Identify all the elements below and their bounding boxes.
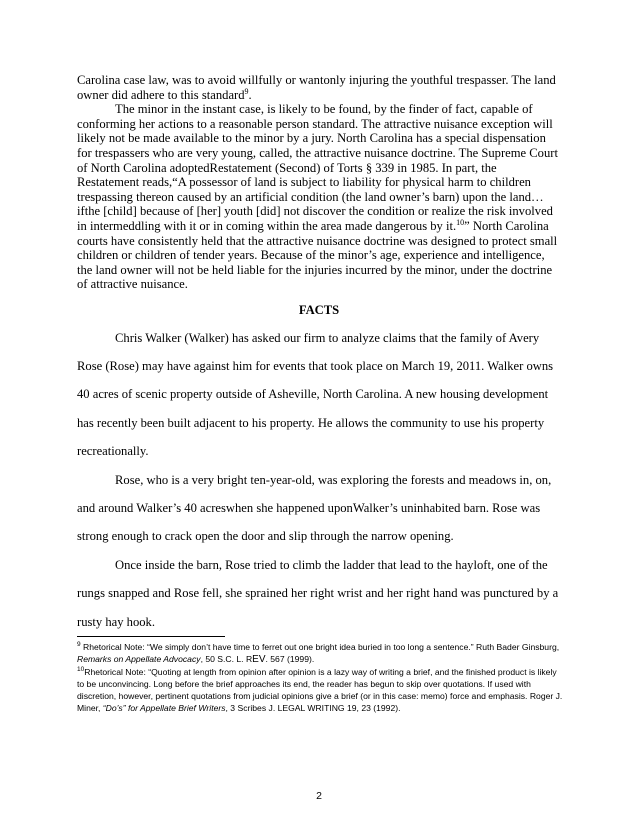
paragraph-facts-3: Once inside the barn, Rose tried to climb the ladder that lead to the hayloft, one of the rungs snapped and Rose fell, she sprained her right wrist and her right hand was punctured by a rusty hay hook. xyxy=(77,557,559,629)
footnote-text: Rhetorical Note: “Quoting at length from opinion after opinion is a lazy way of writing a brief, and the finished product is likely to be unconvincing. Long before the brief approaches its end, the reader has begun to skip over quotations. If used with discretion, however, pertinent quotations from judicial opinions give a brief (or in this case: memo) force and emphasis. Roger J. Miner, xyxy=(77,667,563,714)
footnote-10 xyxy=(77,666,565,714)
page-number: 2 xyxy=(316,790,322,802)
footnote-text: , 50 S.C. xyxy=(200,654,237,665)
footnote-ref-10: 10 xyxy=(456,217,465,227)
section-heading-facts: FACTS xyxy=(298,302,340,317)
footnote-text: Rhetorical Note: “We simply don’t have time to ferret out one bright idea buried in too long a sentence.” Ruth Bader Ginsburg, xyxy=(80,642,560,652)
footnote-citation-l: L. xyxy=(236,654,244,665)
footnote-9 xyxy=(77,641,565,666)
paragraph-text-end: ” North Carolina courts have consistently held that the attractive nuisance doctrine was designed to protect small children or children of tender years. Because of the minor’s age, experience and intelligence, the land owner will not be held liable for the injuries incurred by the minor, under the doctrine of attractive nuisance. xyxy=(77,218,558,292)
footnote-number: 10 xyxy=(77,666,85,674)
paragraph-continued xyxy=(77,73,561,102)
footnote-citation-title: “Do’s” for Appellate Brief Writers xyxy=(102,703,226,714)
paragraph-text-end: . xyxy=(248,87,252,102)
paragraph-attractive-nuisance xyxy=(77,102,561,292)
body-text xyxy=(77,73,561,636)
footnote-citation-title: Remarks on Appellate Advocacy xyxy=(77,654,201,665)
paragraph-facts-1: Chris Walker (Walker) has asked our firm to analyze claims that the family of Avery Rose (Rose) may have against him for events that took place on March 19, 2011. Walker owns 40 acres of scenic property outside of Asheville, North Carolina. A new housing development has recently been built adjacent to his property. He allows the community to use his property recreationally. xyxy=(77,330,554,459)
footnote-citation-ev: EV xyxy=(252,654,266,666)
footnote-text-end: , 3 Scribes J. LEGAL WRITING 19, 23 (1992). xyxy=(225,703,401,714)
paragraph-text: The minor in the instant case, is likely to be found, by the finder of fact, capable of conforming her actions to a reasonable person standard. The attractive nuisance exception will likely not be made available to the minor by a jury. North Carolina has a special dispensation for trespassers who are very young, called, the attractive nuisance doctrine. The Supreme Court of North Carolina adoptedRestatement (Second) of Torts § 339 in 1985. In part, the Restatement reads,“A possessor of land is subject to liability for physical harm to children trespassing thereon caused by an artificial condition (the land owner’s barn) upon the land… ifthe [child] because of [her] youth [did] not discover the condition or realize the risk involved in intermeddling with it or in coming within the area made dangerous by it. xyxy=(77,102,558,233)
paragraph-text: Carolina case law, was to avoid willfully or wantonly injuring the youthful trespasser. The land owner did adhere to this standard xyxy=(77,73,556,102)
paragraph-facts-2: Rose, who is a very bright ten-year-old, was exploring the forests and meadows in, on, and around Walker’s 40 acreswhen she happened uponWalker’s uninhabited barn. Rose was strong enough to crack open the door and slip through the narrow opening. xyxy=(77,472,552,544)
footnote-text-end: . 567 (1999). xyxy=(265,654,315,665)
footnote-ref-9: 9 xyxy=(244,86,249,96)
footnote-number: 9 xyxy=(77,641,81,648)
footnotes xyxy=(77,641,565,715)
footnote-citation-r: R xyxy=(243,654,253,665)
footnote-separator xyxy=(77,636,225,637)
